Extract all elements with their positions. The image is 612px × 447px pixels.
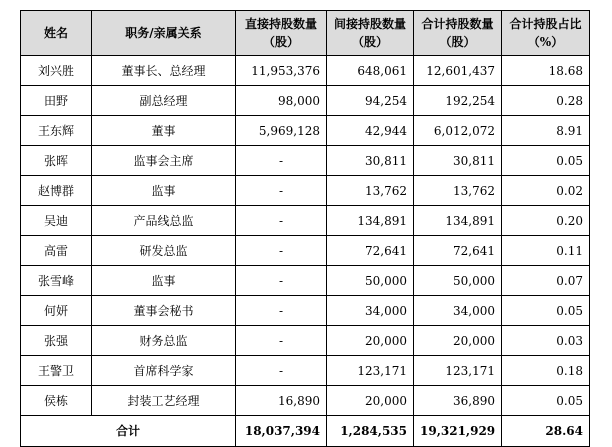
cell-total-shares: 12,601,437 xyxy=(414,56,502,86)
cell-direct-shares: - xyxy=(236,236,327,266)
cell-ratio: 18.68 xyxy=(502,56,590,86)
shareholding-table xyxy=(20,10,590,447)
cell-position: 封装工艺经理 xyxy=(92,386,236,416)
cell-direct-shares: 98,000 xyxy=(236,86,327,116)
cell-position: 监事会主席 xyxy=(92,146,236,176)
total-shares: 19,321,929 xyxy=(414,416,502,447)
cell-direct-shares: - xyxy=(236,326,327,356)
cell-total-shares: 13,762 xyxy=(414,176,502,206)
cell-name: 吴迪 xyxy=(21,206,92,236)
cell-direct-shares: 5,969,128 xyxy=(236,116,327,146)
cell-position: 财务总监 xyxy=(92,326,236,356)
cell-indirect-shares: 94,254 xyxy=(327,86,414,116)
cell-ratio: 0.20 xyxy=(502,206,590,236)
cell-direct-shares: - xyxy=(236,176,327,206)
cell-total-shares: 134,891 xyxy=(414,206,502,236)
cell-direct-shares: - xyxy=(236,356,327,386)
header-name: 姓名 xyxy=(21,11,92,56)
cell-direct-shares: 16,890 xyxy=(236,386,327,416)
table-row xyxy=(21,86,590,116)
cell-name: 田野 xyxy=(21,86,92,116)
table-row xyxy=(21,176,590,206)
table-row xyxy=(21,236,590,266)
cell-indirect-shares: 13,762 xyxy=(327,176,414,206)
cell-indirect-shares: 72,641 xyxy=(327,236,414,266)
cell-ratio: 0.05 xyxy=(502,146,590,176)
cell-ratio: 8.91 xyxy=(502,116,590,146)
cell-position: 研发总监 xyxy=(92,236,236,266)
total-indirect: 1,284,535 xyxy=(327,416,414,447)
table-row xyxy=(21,386,590,416)
header-ratio: 合计持股占比（%） xyxy=(502,11,590,56)
table-row xyxy=(21,206,590,236)
cell-name: 何妍 xyxy=(21,296,92,326)
cell-ratio: 0.18 xyxy=(502,356,590,386)
table-row xyxy=(21,56,590,86)
cell-name: 赵博群 xyxy=(21,176,92,206)
cell-name: 刘兴胜 xyxy=(21,56,92,86)
cell-total-shares: 36,890 xyxy=(414,386,502,416)
cell-indirect-shares: 42,944 xyxy=(327,116,414,146)
cell-position: 董事 xyxy=(92,116,236,146)
cell-position: 董事长、总经理 xyxy=(92,56,236,86)
cell-position: 首席科学家 xyxy=(92,356,236,386)
cell-indirect-shares: 134,891 xyxy=(327,206,414,236)
cell-ratio: 0.28 xyxy=(502,86,590,116)
cell-ratio: 0.02 xyxy=(502,176,590,206)
cell-indirect-shares: 20,000 xyxy=(327,326,414,356)
cell-total-shares: 192,254 xyxy=(414,86,502,116)
table-row xyxy=(21,146,590,176)
cell-direct-shares: - xyxy=(236,296,327,326)
cell-total-shares: 20,000 xyxy=(414,326,502,356)
cell-name: 高雷 xyxy=(21,236,92,266)
cell-ratio: 0.11 xyxy=(502,236,590,266)
cell-indirect-shares: 123,171 xyxy=(327,356,414,386)
table-row xyxy=(21,296,590,326)
cell-ratio: 0.05 xyxy=(502,386,590,416)
cell-total-shares: 72,641 xyxy=(414,236,502,266)
cell-total-shares: 30,811 xyxy=(414,146,502,176)
header-row xyxy=(21,11,590,56)
cell-name: 张强 xyxy=(21,326,92,356)
cell-direct-shares: - xyxy=(236,206,327,236)
cell-name: 王东辉 xyxy=(21,116,92,146)
total-row xyxy=(21,416,590,447)
cell-indirect-shares: 34,000 xyxy=(327,296,414,326)
header-total-shares: 合计持股数量（股） xyxy=(414,11,502,56)
total-ratio: 28.64 xyxy=(502,416,590,447)
cell-total-shares: 34,000 xyxy=(414,296,502,326)
cell-position: 董事会秘书 xyxy=(92,296,236,326)
cell-name: 张雪峰 xyxy=(21,266,92,296)
header-direct-shares: 直接持股数量（股） xyxy=(236,11,327,56)
cell-direct-shares: - xyxy=(236,266,327,296)
table-row xyxy=(21,356,590,386)
cell-ratio: 0.07 xyxy=(502,266,590,296)
total-label: 合计 xyxy=(21,416,236,447)
table-body xyxy=(21,56,590,416)
total-direct: 18,037,394 xyxy=(236,416,327,447)
cell-total-shares: 6,012,072 xyxy=(414,116,502,146)
table-row xyxy=(21,326,590,356)
header-position: 职务/亲属关系 xyxy=(92,11,236,56)
cell-total-shares: 50,000 xyxy=(414,266,502,296)
cell-position: 监事 xyxy=(92,176,236,206)
cell-position: 监事 xyxy=(92,266,236,296)
cell-indirect-shares: 50,000 xyxy=(327,266,414,296)
cell-name: 张晖 xyxy=(21,146,92,176)
cell-name: 侯栋 xyxy=(21,386,92,416)
cell-indirect-shares: 30,811 xyxy=(327,146,414,176)
cell-direct-shares: 11,953,376 xyxy=(236,56,327,86)
cell-total-shares: 123,171 xyxy=(414,356,502,386)
cell-ratio: 0.05 xyxy=(502,296,590,326)
cell-ratio: 0.03 xyxy=(502,326,590,356)
cell-indirect-shares: 20,000 xyxy=(327,386,414,416)
shareholding-table-container xyxy=(20,10,590,447)
table-row xyxy=(21,116,590,146)
cell-indirect-shares: 648,061 xyxy=(327,56,414,86)
cell-direct-shares: - xyxy=(236,146,327,176)
header-indirect-shares: 间接持股数量（股） xyxy=(327,11,414,56)
cell-position: 副总经理 xyxy=(92,86,236,116)
cell-name: 王警卫 xyxy=(21,356,92,386)
table-row xyxy=(21,266,590,296)
cell-position: 产品线总监 xyxy=(92,206,236,236)
